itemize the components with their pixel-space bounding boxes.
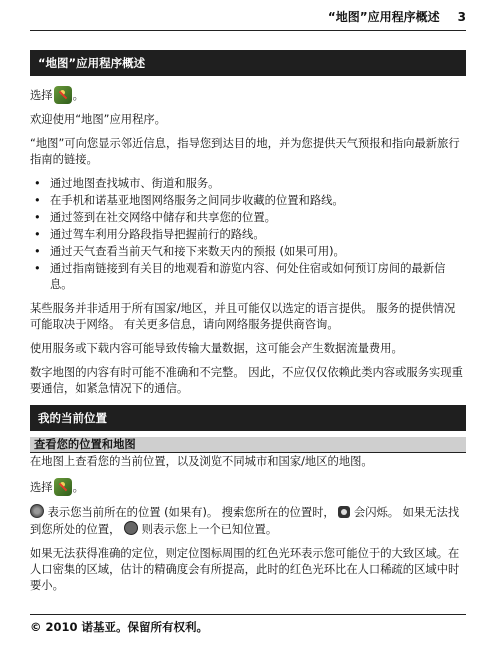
list-item: • 通过签到在社交网络中储存和共享您的位置。 [30, 210, 466, 226]
service-availability-text: 某些服务并非适用于所有国家/地区，并且可能仅以选定的语言提供。 服务的提供情况可能取决于网络。 有关更多信息，请向网络服务提供商咨询。 [30, 302, 456, 331]
list-item: • 通过地图查找城市、街道和服务。 [30, 176, 466, 192]
copyright-text: © 2010 诺基亚。保留所有权利。 [30, 620, 209, 634]
list-item: • 通过天气查看当前天气和接下来数天内的预报 (如果可用)。 [30, 244, 466, 260]
page-number: 3 [457, 10, 466, 24]
select-maps-line-2 [30, 478, 466, 496]
intro-text: “地图”可向您显示邻近信息，指导您到达目的地，并为您提供天气预报和指向最新旅行指南的链接。 [30, 137, 460, 166]
page-header [30, 8, 466, 31]
header-title: “地图”应用程序概述 [327, 10, 440, 24]
select-maps-line [30, 86, 466, 104]
page-footer [30, 614, 466, 635]
maps-app-icon [54, 478, 72, 496]
select-label: 选择 [30, 89, 53, 102]
feature-list [30, 176, 466, 293]
data-charges-text: 使用服务或下载内容可能导致传输大量数据，这可能会产生数据流量费用。 [30, 342, 403, 355]
subsection-title-view-location: 查看您的位置和地图 [30, 437, 466, 453]
accuracy-warning-text: 数字地图的内容有时可能不准确和不完整。 因此，不应仅仅依赖此类内容或服务实现重要通信，如紧急情况下的通信。 [30, 366, 463, 395]
view-location-desc: 在地图上查看您的当前位置，以及浏览不同城市和国家/地区的地图。 [30, 455, 373, 468]
section-title-my-location: 我的当前位置 [30, 405, 466, 431]
select-period: 。 [72, 481, 84, 494]
pos-text-b: 会闪烁。 如果无法找到您所处的位置， [30, 506, 460, 536]
select-label: 选择 [30, 481, 53, 494]
blinking-position-icon [338, 506, 350, 518]
main-content [30, 50, 466, 602]
list-item: • 在手机和诺基亚地图网络服务之间同步收藏的位置和路线。 [30, 193, 466, 209]
section-title-overview: “地图”应用程序概述 [30, 50, 466, 76]
pos-text-c: 则表示您上一个已知位置。 [141, 523, 278, 536]
maps-app-icon [54, 86, 72, 104]
list-item: • 通过驾车利用分路段指导把握前行的路线。 [30, 227, 466, 243]
list-item: • 通过指南链接到有关目的地观看和游览内容、何处住宿或如何预订房间的最新信息。 [30, 261, 466, 293]
accuracy-halo-text: 如果无法获得准确的定位，则定位图标周围的红色光环表示您可能位于的大致区域。在人口密集的区域，估计的精确度会有所提高，此时的红色光环比在人口稀疏的区域中时要小。 [30, 547, 460, 592]
welcome-text: 欢迎使用“地图”应用程序。 [30, 113, 166, 126]
current-position-icon [30, 504, 44, 518]
pos-text-a: 表示您当前所在的位置 (如果有)。 搜索您所在的位置时， [47, 506, 335, 519]
select-period: 。 [72, 89, 84, 102]
last-known-position-icon [124, 521, 138, 535]
position-icon-explanation [30, 504, 466, 538]
